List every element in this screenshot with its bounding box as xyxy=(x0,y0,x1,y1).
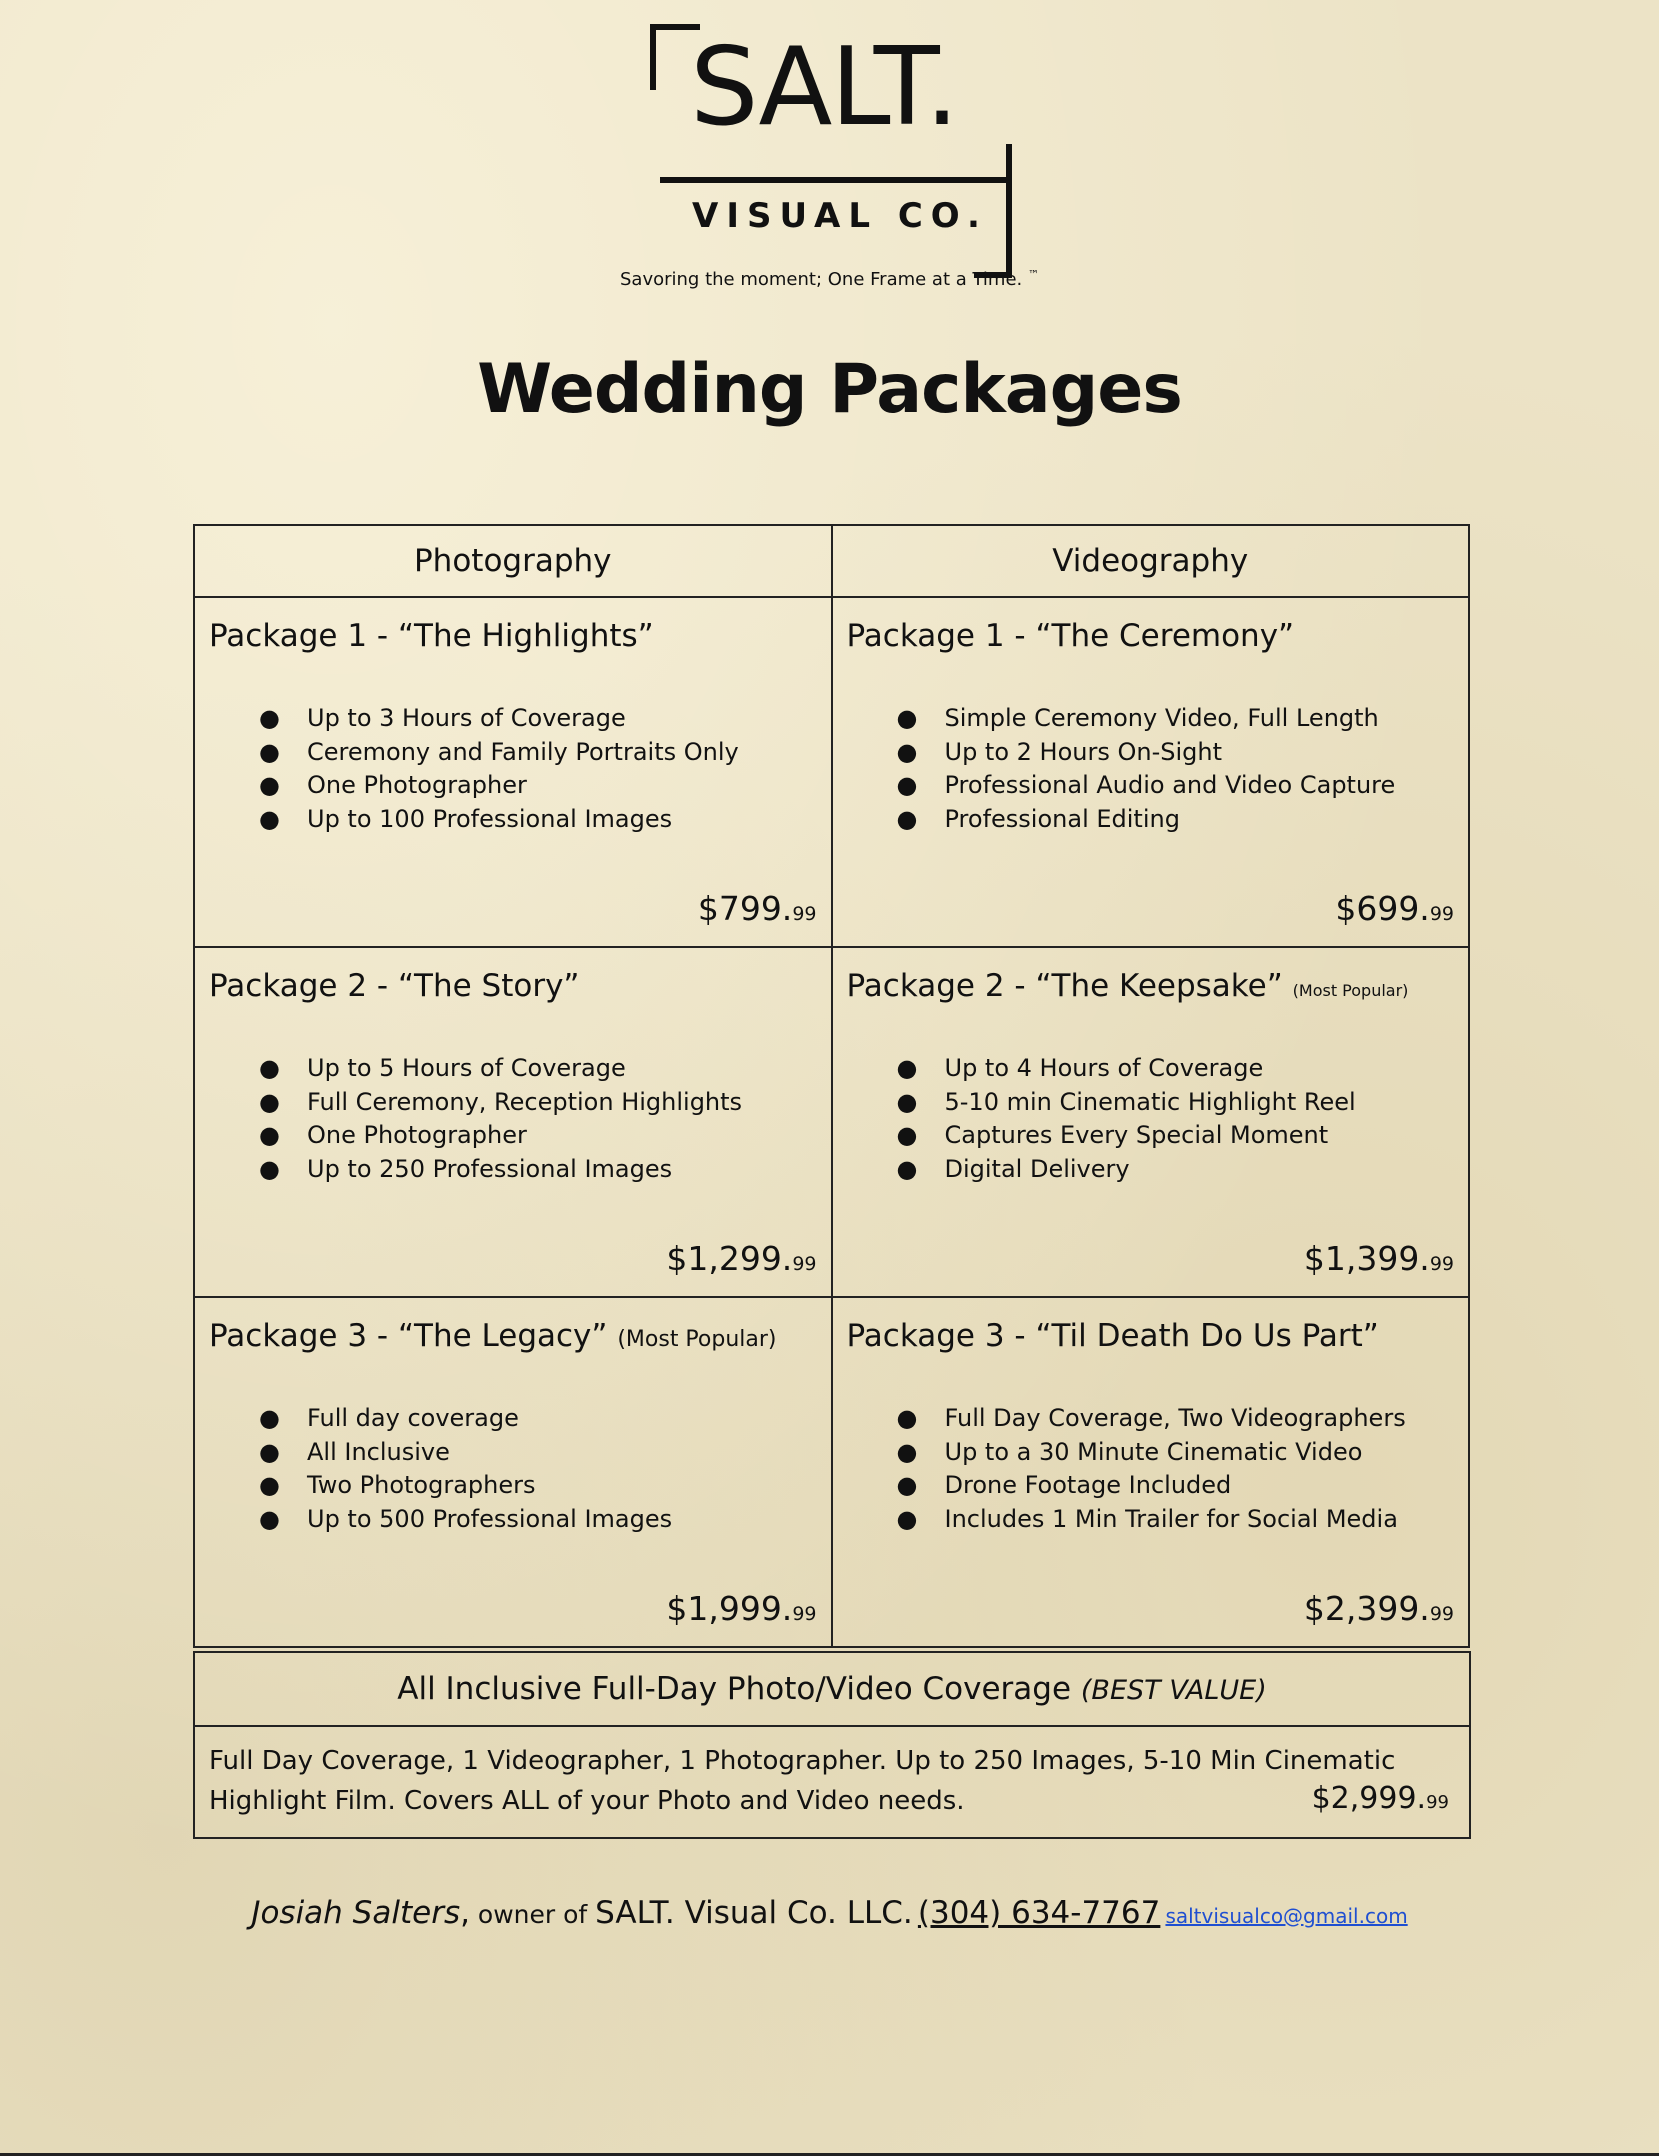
company-name: SALT. Visual Co. LLC. xyxy=(595,1895,913,1931)
trademark-mark: ™ xyxy=(1028,268,1039,281)
package-price xyxy=(666,1589,816,1628)
package-price xyxy=(1335,889,1454,928)
feature-item xyxy=(259,736,817,770)
table-row xyxy=(194,1297,1469,1647)
feature-text: 5-10 min Cinematic Highlight Reel xyxy=(944,1087,1356,1116)
feature-text: Up to 250 Professional Images xyxy=(307,1154,673,1183)
feature-text: One Photographer xyxy=(307,771,527,799)
logo-rule xyxy=(660,177,1010,183)
phone-link[interactable]: (304) 634-7767 xyxy=(917,1895,1161,1931)
feature-text: Up to 2 Hours On-Sight xyxy=(944,737,1223,766)
feature-item xyxy=(259,803,817,837)
feature-list xyxy=(847,1402,1455,1536)
package-name: Package 2 - “The Keepsake” xyxy=(846,968,1283,1004)
bullet-icon: ● xyxy=(259,804,280,833)
column-header-photography: Photography xyxy=(194,525,832,597)
package-card xyxy=(833,618,1469,946)
bullet-icon: ● xyxy=(259,1437,280,1466)
package-cell xyxy=(194,1297,832,1647)
price-main: $699. xyxy=(1335,889,1430,928)
feature-item xyxy=(259,1052,817,1086)
package-name-line xyxy=(209,1318,817,1354)
bullet-icon: ● xyxy=(896,1437,918,1466)
feature-item xyxy=(259,1119,817,1153)
email-link[interactable]: saltvisualco@gmail.com xyxy=(1165,1904,1408,1928)
feature-item xyxy=(259,1436,817,1470)
feature-text: Includes 1 Min Trailer for Social Media xyxy=(944,1504,1398,1533)
package-name: Package 1 - “The Highlights” xyxy=(209,618,654,654)
package-name: Package 2 - “The Story” xyxy=(209,968,580,1004)
feature-item xyxy=(897,1503,1455,1537)
logo xyxy=(650,24,1012,260)
package-cell xyxy=(194,947,832,1297)
feature-item xyxy=(897,1436,1455,1470)
feature-item xyxy=(897,1402,1455,1436)
bullet-icon: ● xyxy=(259,771,280,799)
feature-list xyxy=(847,702,1455,836)
price-cents: 99 xyxy=(792,1603,817,1625)
package-card xyxy=(833,1318,1469,1646)
feature-text: All Inclusive xyxy=(307,1437,450,1466)
package-name: Package 1 - “The Ceremony” xyxy=(846,618,1295,654)
feature-text: Up to 100 Professional Images xyxy=(307,804,673,833)
bullet-icon: ● xyxy=(896,737,918,766)
table-row xyxy=(194,947,1469,1297)
price-main: $799. xyxy=(697,889,793,928)
feature-text: Up to 3 Hours of Coverage xyxy=(307,704,626,732)
tagline xyxy=(0,268,1659,290)
feature-item xyxy=(259,1402,817,1436)
package-card xyxy=(195,968,831,1296)
price-cents: 99 xyxy=(1429,1253,1454,1275)
bullet-icon: ● xyxy=(259,1404,280,1432)
bullet-icon: ● xyxy=(259,737,280,766)
owner-label: owner of xyxy=(469,1900,596,1929)
feature-text: One Photographer xyxy=(307,1121,527,1149)
feature-item xyxy=(259,702,817,736)
page-title: Wedding Packages xyxy=(477,350,1182,429)
all-inclusive-box xyxy=(193,1651,1471,1839)
package-name-line xyxy=(847,618,1455,654)
bullet-icon: ● xyxy=(896,771,918,799)
package-name-line xyxy=(847,968,1455,1004)
logo-bracket-bottom-right xyxy=(1006,144,1012,278)
all-inclusive-body xyxy=(195,1727,1469,1837)
all-inclusive-header xyxy=(195,1653,1469,1727)
all-inclusive-price xyxy=(1312,1779,1449,1823)
feature-item xyxy=(897,803,1455,837)
bullet-icon: ● xyxy=(259,1504,280,1533)
feature-text: Professional Audio and Video Capture xyxy=(944,771,1396,799)
table-header-row xyxy=(194,525,1469,597)
feature-item xyxy=(897,702,1455,736)
feature-item xyxy=(259,1153,817,1187)
package-cell xyxy=(832,1297,1470,1647)
package-name-line xyxy=(209,968,817,1004)
feature-text: Ceremony and Family Portraits Only xyxy=(307,737,739,766)
bullet-icon: ● xyxy=(896,1471,918,1499)
package-price xyxy=(1304,1239,1454,1278)
owner-name: Josiah Salters xyxy=(251,1895,461,1931)
package-name: Package 3 - “Til Death Do Us Part” xyxy=(846,1318,1379,1354)
feature-text: Professional Editing xyxy=(944,804,1180,833)
bullet-icon: ● xyxy=(896,1054,918,1082)
package-cell xyxy=(194,597,832,947)
package-card xyxy=(195,1318,831,1646)
package-card xyxy=(195,618,831,946)
feature-list xyxy=(209,702,817,836)
bullet-icon: ● xyxy=(259,1121,280,1149)
feature-item xyxy=(259,1503,817,1537)
feature-text: Captures Every Special Moment xyxy=(944,1121,1329,1149)
feature-text: Full Day Coverage, Two Videographers xyxy=(944,1404,1406,1432)
feature-item xyxy=(897,769,1455,803)
feature-text: Up to 4 Hours of Coverage xyxy=(944,1054,1264,1082)
packages-table xyxy=(193,524,1470,1648)
feature-text: Digital Delivery xyxy=(944,1154,1130,1183)
feature-item xyxy=(897,1119,1455,1153)
most-popular-note: (Most Popular) xyxy=(1292,981,1409,1000)
contact-footer xyxy=(0,1895,1659,1931)
all-inclusive-title: All Inclusive Full-Day Photo/Video Coverage xyxy=(397,1671,1072,1707)
price-cents: 99 xyxy=(792,903,817,925)
most-popular-note: (Most Popular) xyxy=(617,1327,777,1352)
bullet-icon: ● xyxy=(896,1154,918,1183)
tagline-text: Savoring the moment; One Frame at a Time. xyxy=(620,269,1023,290)
package-cell xyxy=(832,597,1470,947)
price-main: $2,999. xyxy=(1311,1781,1427,1816)
package-cell xyxy=(832,947,1470,1297)
feature-text: Full day coverage xyxy=(307,1404,519,1432)
feature-item xyxy=(897,736,1455,770)
table-row xyxy=(194,597,1469,947)
name-comma: , xyxy=(460,1895,470,1931)
package-price xyxy=(1304,1589,1454,1628)
feature-list xyxy=(209,1402,817,1536)
price-main: $1,299. xyxy=(666,1239,793,1278)
price-main: $2,399. xyxy=(1303,1589,1430,1628)
feature-text: Up to 500 Professional Images xyxy=(307,1504,673,1533)
feature-text: Up to a 30 Minute Cinematic Video xyxy=(944,1437,1363,1466)
package-name: Package 3 - “The Legacy” xyxy=(209,1318,608,1354)
feature-text: Full Ceremony, Reception Highlights xyxy=(307,1087,743,1116)
price-cents: 99 xyxy=(1429,1603,1454,1625)
price-main: $1,999. xyxy=(666,1589,793,1628)
feature-item xyxy=(897,1469,1455,1503)
bullet-icon: ● xyxy=(896,1404,918,1432)
column-header-videography: Videography xyxy=(832,525,1470,597)
package-price xyxy=(698,889,817,928)
package-name-line xyxy=(209,618,817,654)
bullet-icon: ● xyxy=(259,1054,280,1082)
logo-wordmark: SALT. xyxy=(690,25,958,150)
bullet-icon: ● xyxy=(896,1504,918,1533)
bullet-icon: ● xyxy=(896,1121,918,1149)
feature-item xyxy=(259,769,817,803)
feature-item xyxy=(259,1086,817,1120)
bullet-icon: ● xyxy=(259,704,280,732)
price-cents: 99 xyxy=(1426,1792,1449,1813)
feature-text: Two Photographers xyxy=(307,1471,536,1499)
feature-item xyxy=(259,1469,817,1503)
bullet-icon: ● xyxy=(259,1154,280,1183)
bullet-icon: ● xyxy=(259,1471,280,1499)
feature-text: Drone Footage Included xyxy=(944,1471,1232,1499)
bullet-icon: ● xyxy=(896,804,918,833)
bullet-icon: ● xyxy=(896,1087,918,1116)
feature-text: Up to 5 Hours of Coverage xyxy=(307,1054,626,1082)
package-price xyxy=(666,1239,816,1278)
feature-list xyxy=(847,1052,1455,1186)
price-cents: 99 xyxy=(1429,903,1454,925)
price-main: $1,399. xyxy=(1303,1239,1430,1278)
all-inclusive-description: Full Day Coverage, 1 Videographer, 1 Photographer. Up to 250 Images, 5-10 Min Cinematic Highlight Film. Covers ALL of your Photo and Video needs. xyxy=(209,1746,1396,1816)
feature-text: Simple Ceremony Video, Full Length xyxy=(944,704,1379,732)
bullet-icon: ● xyxy=(259,1087,280,1116)
feature-item xyxy=(897,1086,1455,1120)
feature-list xyxy=(209,1052,817,1186)
logo-subtitle: VISUAL CO. xyxy=(692,196,988,236)
package-card xyxy=(833,968,1469,1296)
best-value-badge: (BEST VALUE) xyxy=(1080,1675,1267,1706)
package-name-line xyxy=(847,1318,1455,1354)
price-cents: 99 xyxy=(792,1253,817,1275)
bullet-icon: ● xyxy=(896,704,918,732)
feature-item xyxy=(897,1153,1455,1187)
feature-item xyxy=(897,1052,1455,1086)
